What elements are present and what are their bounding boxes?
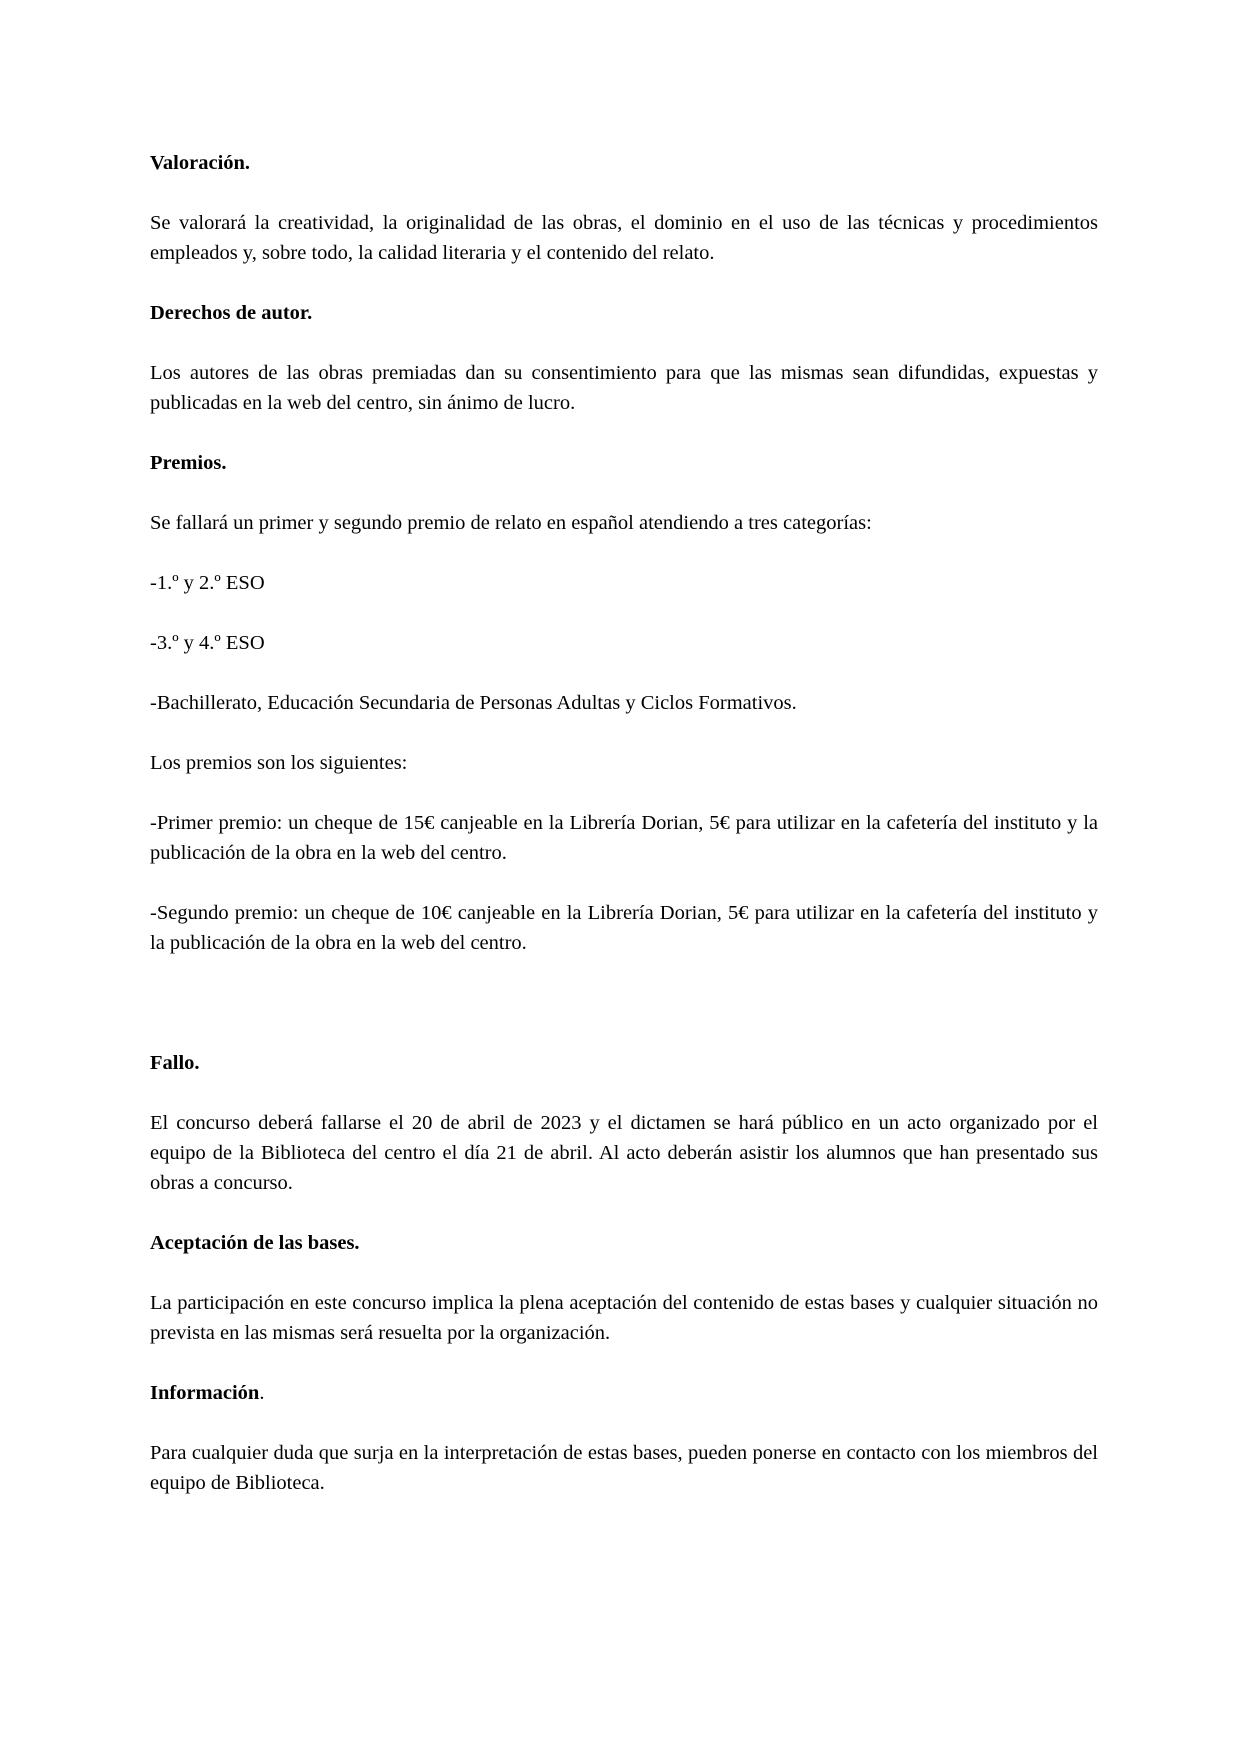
category-item: -1.º y 2.º ESO — [150, 572, 265, 594]
prize-item-first: -Primer premio: un cheque de 15€ canjeable en la Librería Dorian, 5€ para utilizar en la cafetería del instituto y la publicación de la obra en la web del centro. — [150, 812, 1098, 864]
paragraph-valoracion: Se valorará la creatividad, la originalidad de las obras, el dominio en el uso de las técnicas y procedimientos empleados y, sobre todo, la calidad literaria y el contenido del relato. — [150, 212, 1098, 264]
heading-aceptacion: Aceptación de las bases. — [150, 1232, 360, 1254]
category-item: -Bachillerato, Educación Secundaria de Personas Adultas y Ciclos Formativos. — [150, 692, 797, 714]
heading-premios: Premios. — [150, 452, 227, 474]
heading-informacion — [150, 1378, 1098, 1408]
prize-item-second: -Segundo premio: un cheque de 10€ canjeable en la Librería Dorian, 5€ para utilizar en la cafetería del instituto y la publicación de la obra en la web del centro. — [150, 902, 1098, 954]
heading-fallo: Fallo. — [150, 1052, 200, 1074]
heading-derechos-de-autor: Derechos de autor. — [150, 302, 313, 324]
paragraph-derechos-de-autor: Los autores de las obras premiadas dan su consentimiento para que las mismas sean difundidas, expuestas y publicadas en la web del centro, sin ánimo de lucro. — [150, 362, 1098, 414]
paragraph-fallo: El concurso deberá fallarse el 20 de abril de 2023 y el dictamen se hará público en un acto organizado por el equipo de la Biblioteca del centro el día 21 de abril. Al acto deberán asistir los alumnos que han presentado sus obras a concurso. — [150, 1112, 1098, 1194]
document-page — [150, 148, 1098, 1498]
paragraph-informacion: Para cualquier duda que surja en la interpretación de estas bases, pueden ponerse en contacto con los miembros del equipo de Biblioteca. — [150, 1442, 1098, 1494]
paragraph-prizes-intro: Los premios son los siguientes: — [150, 752, 408, 774]
paragraph-aceptacion: La participación en este concurso implica la plena aceptación del contenido de estas bases y cualquier situación no prevista en las mismas será resuelta por la organización. — [150, 1292, 1098, 1344]
heading-valoracion: Valoración. — [150, 152, 251, 174]
heading-informacion-text: Información — [150, 1382, 260, 1404]
heading-informacion-period: . — [259, 1382, 265, 1404]
category-item: -3.º y 4.º ESO — [150, 632, 265, 654]
paragraph-premios-intro: Se fallará un primer y segundo premio de relato en español atendiendo a tres categorías: — [150, 512, 872, 534]
